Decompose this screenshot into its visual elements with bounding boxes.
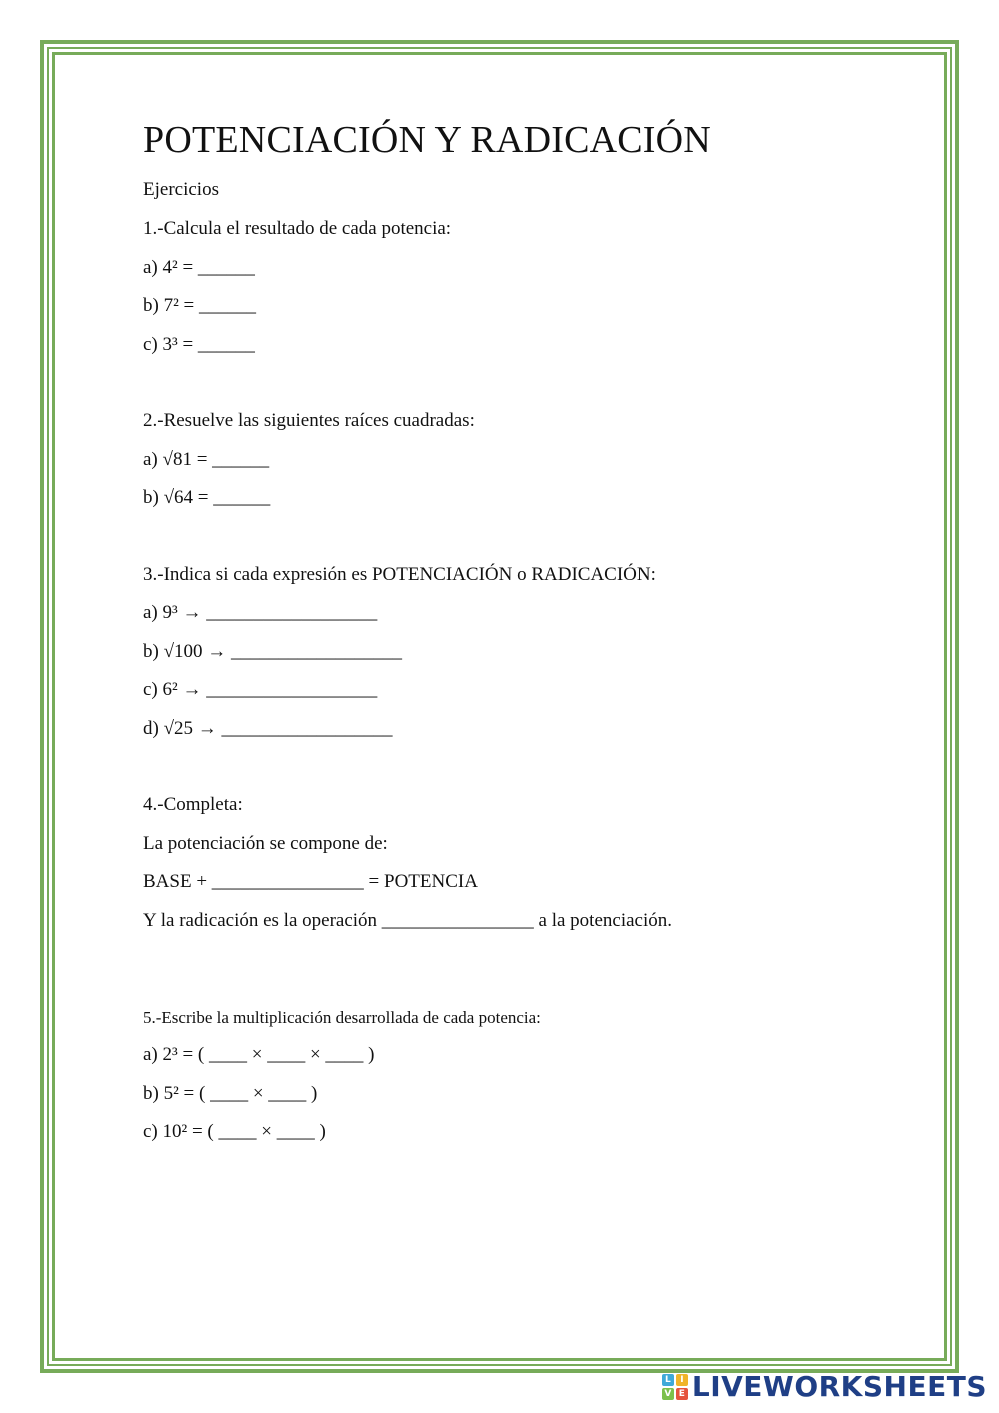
question-4-line-2: BASE + ________________ = POTENCIA [143,871,478,892]
question-1-item-b: b) 7² = ______ [143,295,256,316]
question-5-heading: 5.-Escribe la multiplicación desarrollada de cada potencia: [143,1008,541,1027]
question-5-item-b: b) 5² = ( ____ × ____ ) [143,1083,318,1104]
question-2-item-a: a) √81 = ______ [143,449,270,470]
question-1-item-c: c) 3³ = ______ [143,334,255,355]
question-3-item-c: c) 6² → __________________ [143,679,378,700]
question-1-heading: 1.-Calcula el resultado de cada potencia: [143,218,452,239]
question-5-item-a: a) 2³ = ( ____ × ____ × ____ ) [143,1044,375,1065]
subtitle: Ejercicios [143,179,219,200]
question-3-item-b: b) √100 → __________________ [143,641,403,662]
question-4-line-3: Y la radicación es la operación ________________ a la potenciación. [143,910,673,931]
logo-letter-i: I [676,1374,688,1386]
logo-letter-e: E [676,1388,688,1400]
liveworksheets-logo-icon [662,1374,688,1400]
logo-letter-l: L [662,1374,674,1386]
question-3-item-d: d) √25 → __________________ [143,718,393,739]
page-border-inner [52,52,947,1361]
question-2-heading: 2.-Resuelve las siguientes raíces cuadradas: [143,410,475,431]
question-3-heading: 3.-Indica si cada expresión es POTENCIACIÓN o RADICACIÓN: [143,564,656,585]
question-5-item-c: c) 10² = ( ____ × ____ ) [143,1121,326,1142]
question-1-item-a: a) 4² = ______ [143,257,255,278]
worksheet-title: POTENCIACIÓN Y RADICACIÓN [143,119,711,161]
logo-letter-v: V [662,1388,674,1400]
question-4-line-1: La potenciación se compone de: [143,833,388,854]
question-4-heading: 4.-Completa: [143,794,243,815]
question-2-item-b: b) √64 = ______ [143,487,271,508]
liveworksheets-brand [662,1370,987,1403]
question-3-item-a: a) 9³ → __________________ [143,602,378,623]
liveworksheets-wordmark: LIVEWORKSHEETS [691,1370,987,1403]
